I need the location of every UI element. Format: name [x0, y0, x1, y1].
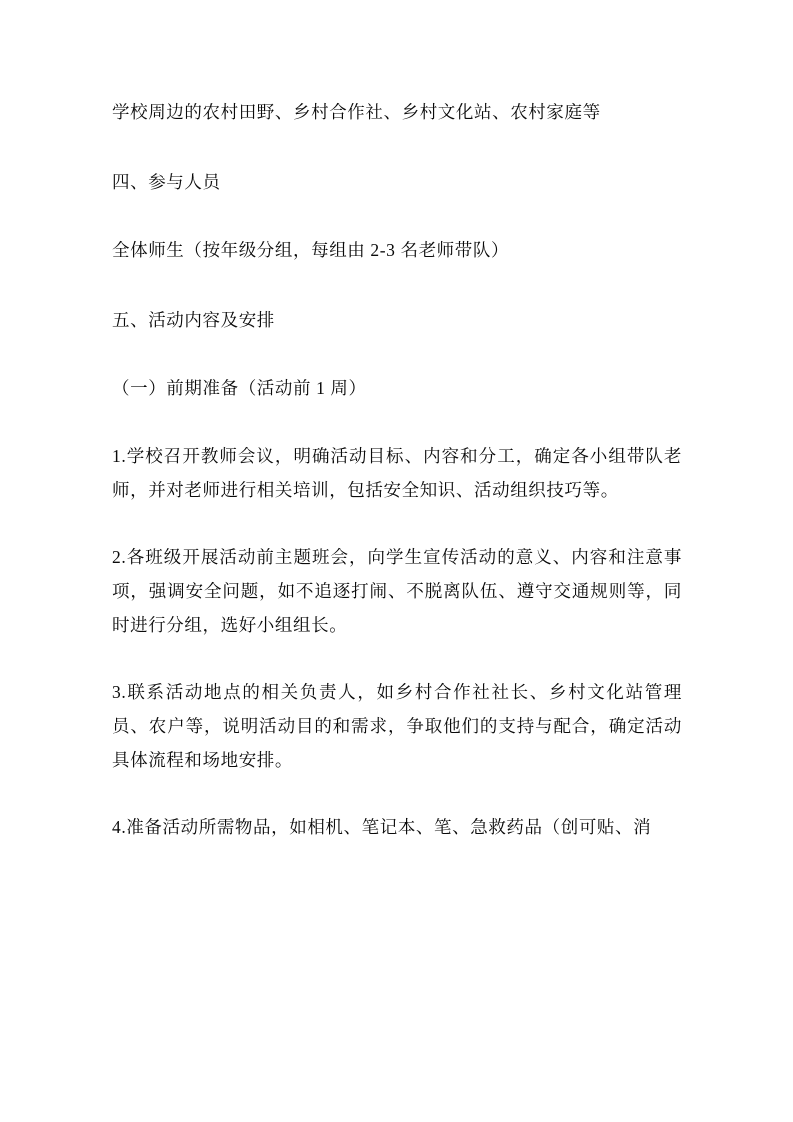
heading-section-five: 五、活动内容及安排: [112, 310, 275, 330]
paragraph-participants-line: 全体师生（按年级分组，每组由 2-3 名老师带队）: [112, 240, 510, 260]
paragraph-location-line: 学校周边的农村田野、乡村合作社、乡村文化站、农村家庭等: [112, 102, 601, 122]
paragraph-item-1: 1.学校召开教师会议，明确活动目标、内容和分工，确定各小组带队老师，并对老师进行相关培训，包括安全知识、活动组织技巧等。: [112, 446, 682, 500]
document-body: [112, 95, 682, 844]
heading-subsection-one: （一）前期准备（活动前 1 周）: [112, 378, 367, 398]
paragraph-item-2: 2.各班级开展活动前主题班会，向学生宣传活动的意义、内容和注意事项，强调安全问题，如不追逐打闹、不脱离队伍、遵守交通规则等，同时进行分组，选好小组组长。: [112, 547, 682, 635]
paragraph-item-3: 3.联系活动地点的相关负责人，如乡村合作社社长、乡村文化站管理员、农户等，说明活动目的和需求，争取他们的支持与配合，确定活动具体流程和场地安排。: [112, 682, 682, 770]
paragraph-item-4: 4.准备活动所需物品，如相机、笔记本、笔、急救药品（创可贴、消: [112, 817, 652, 837]
heading-section-four: 四、参与人员: [112, 172, 221, 192]
